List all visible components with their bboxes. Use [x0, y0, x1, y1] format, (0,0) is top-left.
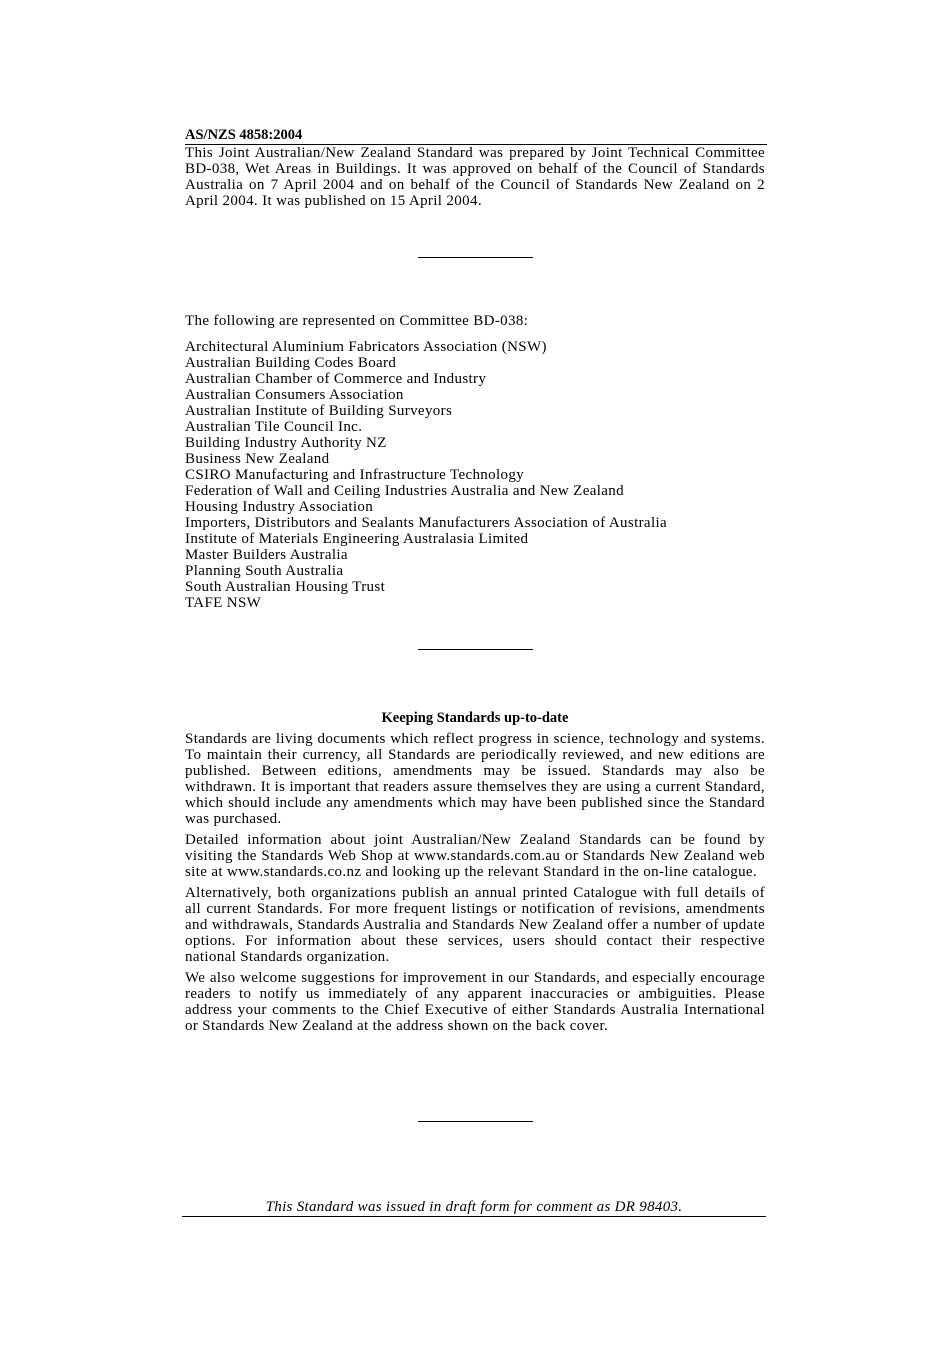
- section-divider: [418, 1121, 533, 1122]
- section-divider: [418, 257, 533, 258]
- committee-member: Australian Institute of Building Surveyors: [185, 403, 453, 419]
- keeping-standards-body: [185, 731, 765, 1039]
- committee-member: Architectural Aluminium Fabricators Association (NSW): [185, 339, 547, 355]
- preparation-statement: This Joint Australian/New Zealand Standard was prepared by Joint Technical Committee BD-038, Wet Areas in Buildings. It was approved on behalf of the Council of Standards Australia on 7 April 2004 and on behalf of the Council of Standards New Zealand on 2 April 2004. It was published on 15 April 2004.: [185, 145, 765, 209]
- committee-member: TAFE NSW: [185, 595, 262, 611]
- paragraph: We also welcome suggestions for improvement in our Standards, and especially encourage readers to notify us immediately of any apparent inaccuracies or ambiguities. Please address your comments to the Chief Executive of either Standards Australia International or Standards New Zealand at the address shown on the back cover.: [185, 970, 765, 1034]
- document-id: AS/NZS 4858:2004: [185, 127, 767, 145]
- committee-member: Planning South Australia: [185, 563, 344, 579]
- committee-member: Australian Tile Council Inc.: [185, 419, 363, 435]
- committee-member: Importers, Distributors and Sealants Manufacturers Association of Australia: [185, 515, 667, 531]
- committee-member: Building Industry Authority NZ: [185, 435, 387, 451]
- committee-member: Master Builders Australia: [185, 547, 348, 563]
- committee-member: Australian Chamber of Commerce and Industry: [185, 371, 487, 387]
- committee-member: Housing Industry Association: [185, 499, 374, 515]
- paragraph: Alternatively, both organizations publish an annual printed Catalogue with full details of all current Standards. For more frequent listings or notification of revisions, amendments and withdrawals, Standards Australia and Standards New Zealand offer a number of update options. For information about these services, users should contact their respective national Standards organization.: [185, 885, 765, 965]
- paragraph: Detailed information about joint Australian/New Zealand Standards can be found by visiting the Standards Web Shop at www.standards.com.au or Standards New Zealand web site at www.standards.co.nz and looking up the relevant Standard in the on-line catalogue.: [185, 832, 765, 880]
- committee-member: South Australian Housing Trust: [185, 579, 386, 595]
- committee-member: CSIRO Manufacturing and Infrastructure Technology: [185, 467, 525, 483]
- committee-member: Federation of Wall and Ceiling Industries Australia and New Zealand: [185, 483, 624, 499]
- keeping-standards-heading: Keeping Standards up-to-date: [381, 710, 569, 726]
- draft-note: This Standard was issued in draft form for comment as DR 98403.: [182, 1199, 766, 1217]
- committee-member: Australian Consumers Association: [185, 387, 404, 403]
- committee-member: Business New Zealand: [185, 451, 330, 467]
- paragraph: Standards are living documents which reflect progress in science, technology and systems. To maintain their currency, all Standards are periodically reviewed, and new editions are published. Between editions, amendments may be issued. Standards may also be withdrawn. It is important that readers assure themselves they are using a current Standard, which should include any amendments which may have been published since the Standard was purchased.: [185, 731, 765, 827]
- committee-intro: The following are represented on Committee BD-038:: [185, 313, 529, 329]
- section-divider: [418, 649, 533, 650]
- committee-member: Australian Building Codes Board: [185, 355, 397, 371]
- committee-member: Institute of Materials Engineering Australasia Limited: [185, 531, 529, 547]
- committee-member-list: [185, 339, 667, 611]
